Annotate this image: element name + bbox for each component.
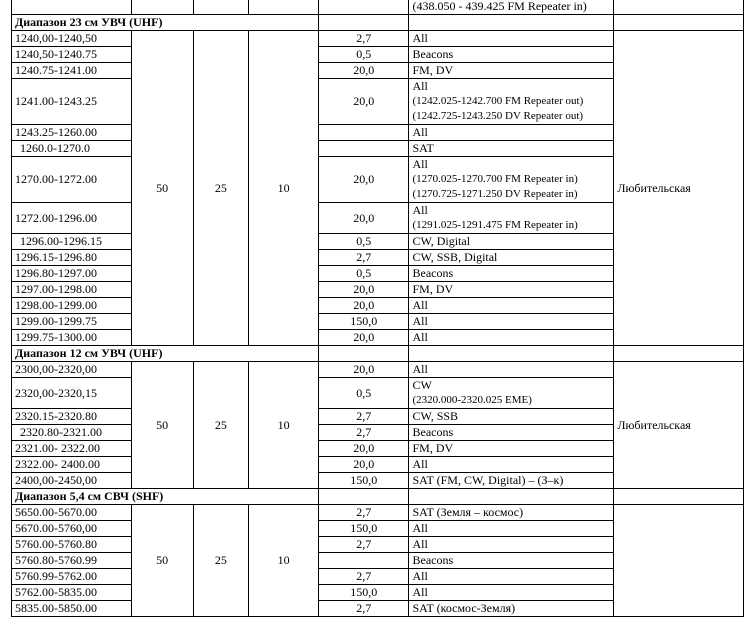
frequency-range: 1299.00-1299.75: [12, 314, 132, 330]
frequency-range: 5650.00-5670.00: [12, 505, 132, 521]
mode-cell: [409, 298, 614, 314]
mode-line: Beacons: [412, 553, 454, 567]
bandwidth-value: 2,7: [318, 505, 409, 521]
mode-line: Beacons: [412, 47, 454, 61]
bandwidth-value: 20,0: [318, 298, 409, 314]
mode-cell: [409, 47, 614, 63]
bandwidth-value: 2,7: [318, 569, 409, 585]
mode-line: SAT: [412, 141, 434, 155]
mode-line: All: [412, 569, 428, 583]
frequency-range: 5760.00-5760.80: [12, 537, 132, 553]
mode-line: (1242.725-1243.250 DV Repeater out): [412, 110, 584, 122]
frequency-range: 5760.80-5760.99: [12, 553, 132, 569]
section-header-row: [12, 489, 744, 505]
column-c-value: 10: [249, 505, 319, 617]
mode-cell: [409, 521, 614, 537]
bandwidth-value: 0,5: [318, 266, 409, 282]
mode-cell: [409, 362, 614, 378]
bandwidth-value: 2,7: [318, 31, 409, 47]
bandwidth-value: 0,5: [318, 47, 409, 63]
section-header-mode-empty: [409, 489, 614, 505]
mode-cell: [409, 63, 614, 79]
frequency-range: 1296.15-1296.80: [12, 250, 132, 266]
section-header-bw-empty: [318, 346, 409, 362]
mode-line: SAT (FM, CW, Digital) – (З–к): [412, 473, 564, 487]
mode-cell: [409, 505, 614, 521]
frequency-range: 1297.00-1298.00: [12, 282, 132, 298]
column-b-value: 25: [193, 362, 249, 489]
frequency-range: 2322.00- 2400.00: [12, 457, 132, 473]
bandwidth-value: 2,7: [318, 250, 409, 266]
column-a-value: 50: [131, 31, 193, 346]
mode-cell: [409, 473, 614, 489]
section-header: Диапазон 23 см УВЧ (UHF): [12, 15, 319, 31]
mode-line: All: [412, 125, 428, 139]
frequency-range: 1240,50-1240.75: [12, 47, 132, 63]
bandwidth-value: [318, 141, 409, 157]
bandwidth-value: 2,7: [318, 537, 409, 553]
frequency-range: 1298.00-1299.00: [12, 298, 132, 314]
bandwidth-value: 2,7: [318, 409, 409, 425]
column-c-value: 10: [249, 362, 319, 489]
mode-line: (1270.725-1271.250 DV Repeater in): [412, 188, 578, 200]
section-header-bw-empty: [318, 15, 409, 31]
frequency-range: 1260.0-1270.0: [12, 141, 132, 157]
bandwidth-value: 20,0: [318, 330, 409, 346]
mode-line: All: [412, 157, 428, 171]
allocation-status: Любительская: [614, 362, 744, 489]
mode-cell: [409, 457, 614, 473]
frequency-range: 1272.00-1296.00: [12, 203, 132, 234]
frequency-range: 5835.00-5850.00: [12, 601, 132, 617]
mode-cell: [409, 234, 614, 250]
mode-cell: [409, 314, 614, 330]
mode-line: CW, SSB: [412, 409, 459, 423]
frequency-range: 5762.00-5835.00: [12, 585, 132, 601]
mode-line: CW, SSB, Digital: [412, 250, 498, 264]
frequency-range: 1240.75-1241.00: [12, 63, 132, 79]
table-body: [12, 0, 744, 617]
mode-line: (1291.025-1291.475 FM Repeater in): [412, 219, 578, 231]
mode-cell: [409, 553, 614, 569]
mode-cell: [409, 585, 614, 601]
bandwidth-value: 0,5: [318, 234, 409, 250]
mode-line: SAT (космос-Земля): [412, 601, 516, 615]
table-row: [12, 31, 744, 47]
allocation-status: [614, 505, 744, 617]
top-partial-mode: (438.050 - 439.425 FM Repeater in): [409, 0, 614, 15]
mode-line: Beacons: [412, 266, 454, 280]
section-header: Диапазон 5,4 см СВЧ (SHF): [12, 489, 319, 505]
bandwidth-value: 20,0: [318, 79, 409, 125]
mode-line: All: [412, 298, 428, 312]
mode-cell: [409, 537, 614, 553]
mode-cell: [409, 409, 614, 425]
mode-cell: [409, 282, 614, 298]
frequency-range: 2300,00-2320,00: [12, 362, 132, 378]
bandwidth-value: 20,0: [318, 203, 409, 234]
mode-cell: [409, 330, 614, 346]
mode-cell: [409, 601, 614, 617]
top-partial-row: [12, 0, 744, 15]
table-row: [12, 505, 744, 521]
column-c-value: 10: [249, 31, 319, 346]
section-header-status-empty: [614, 489, 744, 505]
section-header-status-empty: [614, 15, 744, 31]
bandwidth-value: 20,0: [318, 282, 409, 298]
bandwidth-value: 20,0: [318, 362, 409, 378]
frequency-range: 5760.99-5762.00: [12, 569, 132, 585]
bandwidth-value: 20,0: [318, 441, 409, 457]
column-a-value: 50: [131, 362, 193, 489]
frequency-range: 1270.00-1272.00: [12, 157, 132, 203]
mode-cell: [409, 441, 614, 457]
mode-line: All: [412, 537, 428, 551]
frequency-range: 1241.00-1243.25: [12, 79, 132, 125]
mode-line: SAT (Земля – космос): [412, 505, 524, 519]
bandwidth-value: 2,7: [318, 425, 409, 441]
mode-cell: [409, 425, 614, 441]
column-a-value: 50: [131, 505, 193, 617]
mode-cell: [409, 125, 614, 141]
mode-line: FM, DV: [412, 63, 454, 77]
table-row: [12, 362, 744, 378]
mode-line: All: [412, 362, 428, 376]
bandwidth-value: 20,0: [318, 457, 409, 473]
mode-line: CW, Digital: [412, 234, 471, 248]
bandwidth-value: [318, 553, 409, 569]
frequency-range: 5670.00-5760,00: [12, 521, 132, 537]
mode-line: (2320.000-2320.025 EME): [412, 394, 532, 406]
mode-line: All: [412, 314, 428, 328]
frequency-range: 1243.25-1260.00: [12, 125, 132, 141]
frequency-allocation-table: [11, 0, 744, 617]
mode-cell: [409, 31, 614, 47]
section-header-row: [12, 15, 744, 31]
section-header-mode-empty: [409, 346, 614, 362]
mode-cell: [409, 378, 614, 409]
mode-line: (1270.025-1270.700 FM Repeater in): [412, 173, 578, 185]
frequency-range: 1296.00-1296.15: [12, 234, 132, 250]
section-header-row: [12, 346, 744, 362]
mode-line: FM, DV: [412, 282, 454, 296]
bandwidth-value: 150,0: [318, 314, 409, 330]
mode-cell: [409, 250, 614, 266]
mode-cell: [409, 141, 614, 157]
bandwidth-value: 20,0: [318, 63, 409, 79]
frequency-range: 2320.15-2320.80: [12, 409, 132, 425]
frequency-range: 2320.80-2321.00: [12, 425, 132, 441]
column-b-value: 25: [193, 31, 249, 346]
allocation-status: Любительская: [614, 31, 744, 346]
bandwidth-value: 150,0: [318, 473, 409, 489]
mode-cell: [409, 79, 614, 125]
frequency-range: 2320,00-2320,15: [12, 378, 132, 409]
bandwidth-value: 20,0: [318, 157, 409, 203]
mode-line: All: [412, 330, 428, 344]
mode-cell: [409, 157, 614, 203]
section-header-status-empty: [614, 346, 744, 362]
mode-line: Beacons: [412, 425, 454, 439]
bandwidth-value: 0,5: [318, 378, 409, 409]
mode-line: All: [412, 585, 428, 599]
frequency-range: 1296.80-1297.00: [12, 266, 132, 282]
mode-line: All: [412, 79, 428, 93]
mode-line: All: [412, 521, 428, 535]
bandwidth-value: 150,0: [318, 585, 409, 601]
section-header-mode-empty: [409, 15, 614, 31]
frequency-range: 2321.00- 2322.00: [12, 441, 132, 457]
frequency-range: 1299.75-1300.00: [12, 330, 132, 346]
mode-cell: [409, 569, 614, 585]
mode-line: All: [412, 31, 428, 45]
frequency-range: 2400,00-2450,00: [12, 473, 132, 489]
mode-line: FM, DV: [412, 441, 454, 455]
mode-cell: [409, 203, 614, 234]
mode-line: All: [412, 457, 428, 471]
mode-line: CW: [412, 378, 432, 392]
mode-line: (1242.025-1242.700 FM Repeater out): [412, 95, 584, 107]
bandwidth-value: [318, 125, 409, 141]
bandwidth-value: 2,7: [318, 601, 409, 617]
column-b-value: 25: [193, 505, 249, 617]
mode-cell: [409, 266, 614, 282]
mode-line: All: [412, 203, 428, 217]
section-header: Диапазон 12 см УВЧ (UHF): [12, 346, 319, 362]
section-header-bw-empty: [318, 489, 409, 505]
bandwidth-value: 150,0: [318, 521, 409, 537]
frequency-range: 1240,00-1240,50: [12, 31, 132, 47]
